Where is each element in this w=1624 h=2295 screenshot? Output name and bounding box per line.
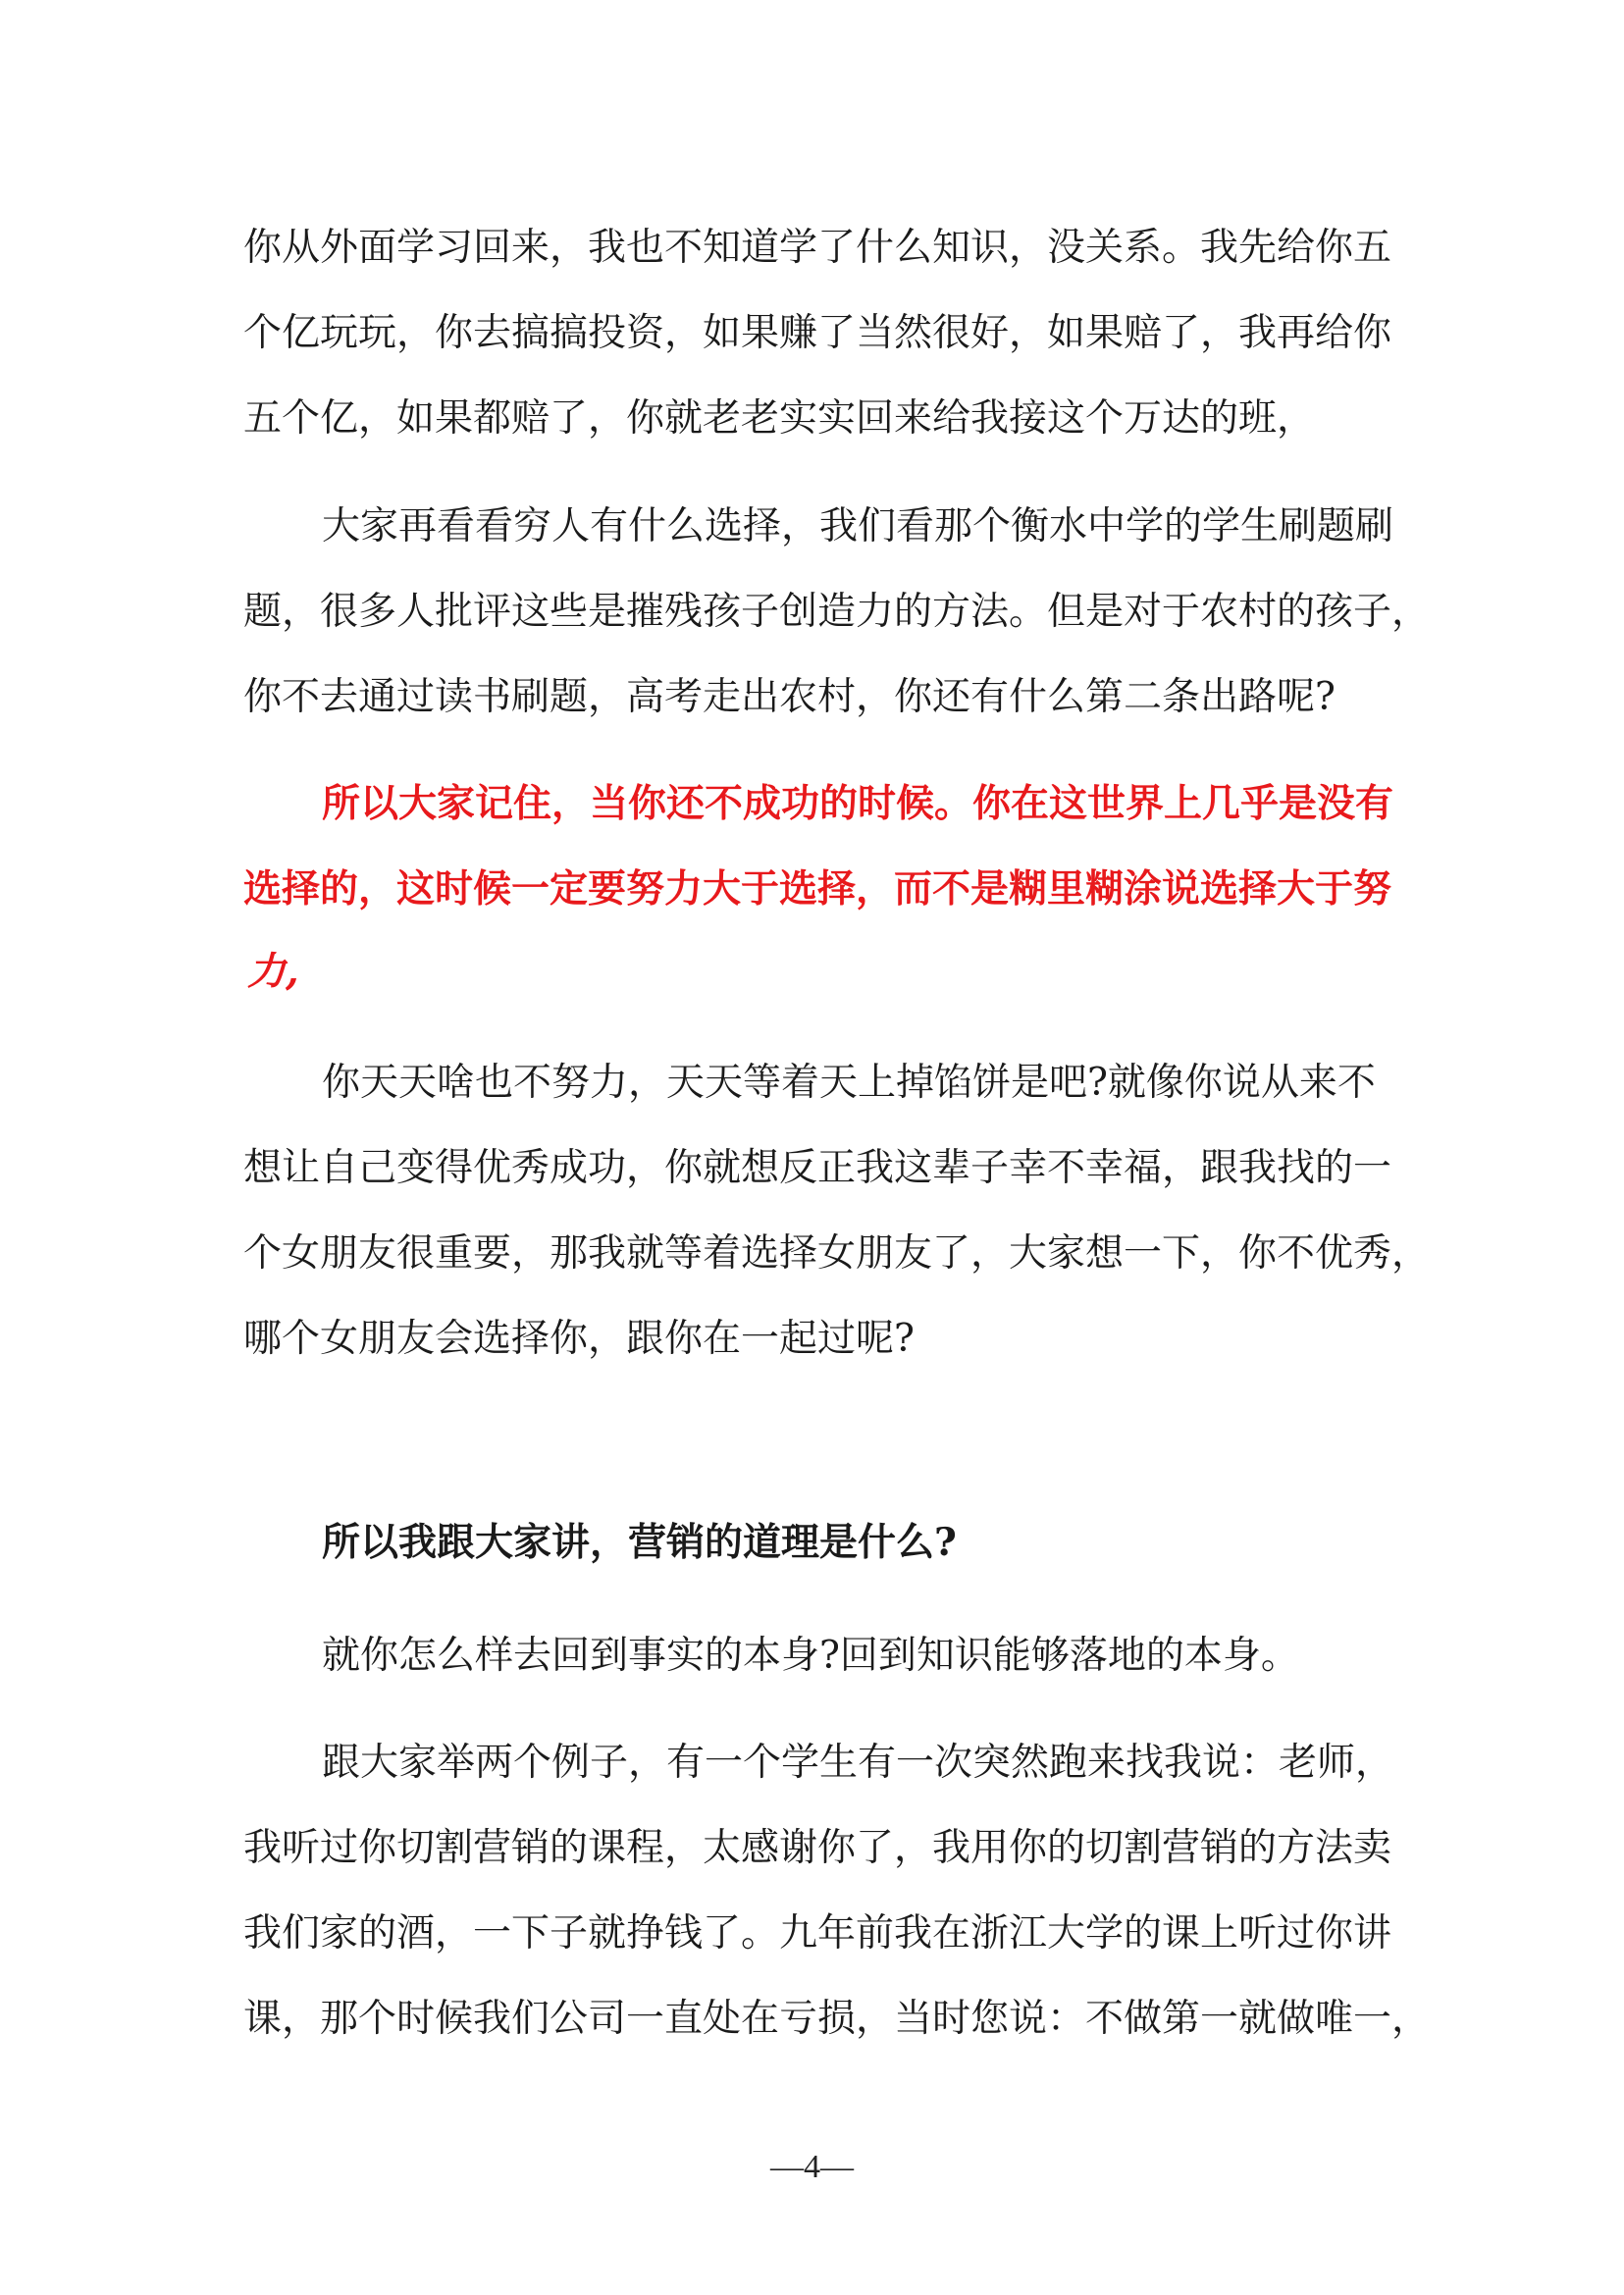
paragraph-7-line-4: 课，那个时候我们公司一直处在亏损，当时您说：不做第一就做唯一， bbox=[243, 1997, 1431, 2041]
paragraph-4-line-3: 个女朋友很重要，那我就等着选择女朋友了，大家想一下，你不优秀， bbox=[243, 1231, 1431, 1276]
paragraph-6-line-1: 就你怎么样去回到事实的本身?回到知识能够落地的本身。 bbox=[322, 1634, 1299, 1678]
paragraph-1-line-3: 五个亿，如果都赔了，你就老老实实回来给我接这个万达的班， bbox=[243, 396, 1316, 441]
emphasis-paragraph-line-2: 选择的，这时候一定要努力大于选择，而不是糊里糊涂说选择大于努 bbox=[243, 866, 1392, 912]
paragraph-1-line-1: 你从外面学习回来，我也不知道学了什么知识，没关系。我先给你五 bbox=[243, 226, 1392, 270]
paragraph-4-line-4: 哪个女朋友会选择你，跟你在一起过呢? bbox=[243, 1317, 915, 1361]
paragraph-2-line-2: 题，很多人批评这些是摧残孩子创造力的方法。但是对于农村的孩子， bbox=[243, 590, 1431, 634]
emphasis-paragraph-line-1: 所以大家记住，当你还不成功的时候。你在这世界上几乎是没有 bbox=[322, 781, 1394, 826]
paragraph-7-line-1: 跟大家举两个例子，有一个学生有一次突然跑来找我说：老师， bbox=[322, 1741, 1394, 1785]
page-number: —4— bbox=[770, 2149, 854, 2185]
paragraph-2-line-3: 你不去通过读书刷题，高考走出农村，你还有什么第二条出路呢? bbox=[243, 675, 1336, 719]
emphasis-paragraph-line-3: 力, bbox=[247, 949, 299, 994]
section-heading: 所以我跟大家讲，营销的道理是什么? bbox=[322, 1520, 957, 1565]
paragraph-2-line-1: 大家再看看穷人有什么选择，我们看那个衡水中学的学生刷题刷 bbox=[322, 504, 1394, 548]
paragraph-7-line-3: 我们家的酒，一下子就挣钱了。九年前我在浙江大学的课上听过你讲 bbox=[243, 1911, 1392, 1956]
paragraph-1-line-2: 个亿玩玩，你去搞搞投资，如果赚了当然很好，如果赔了，我再给你 bbox=[243, 311, 1392, 355]
paragraph-4-line-1: 你天天啥也不努力，天天等着天上掉馅饼是吧?就像你说从来不 bbox=[322, 1061, 1376, 1105]
paragraph-7-line-2: 我听过你切割营销的课程，太感谢你了，我用你的切割营销的方法卖 bbox=[243, 1826, 1392, 1870]
paragraph-4-line-2: 想让自己变得优秀成功，你就想反正我这辈子幸不幸福，跟我找的一 bbox=[243, 1146, 1392, 1190]
